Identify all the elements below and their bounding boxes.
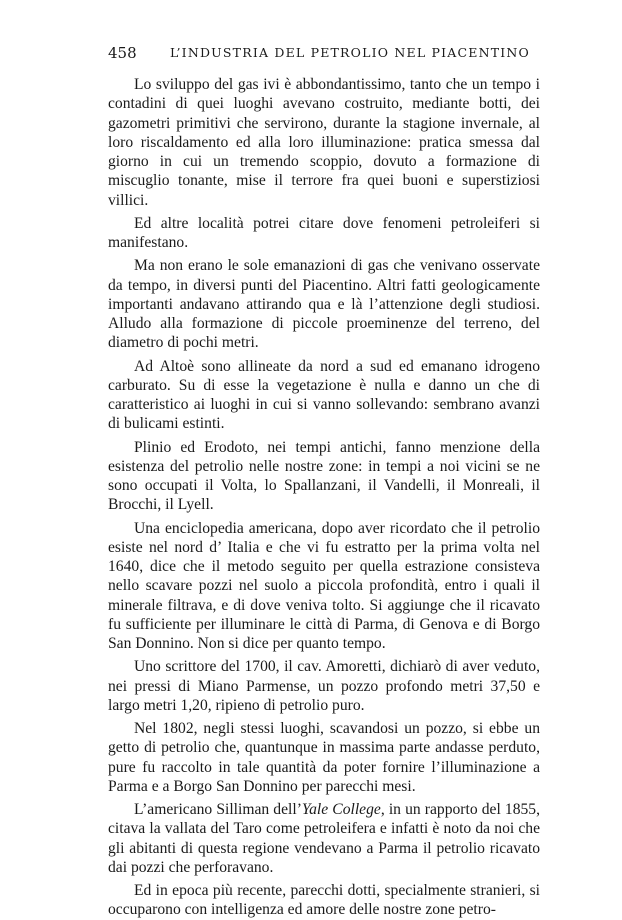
paragraph: Nel 1802, negli stessi luoghi, scavandosi un pozzo, si ebbe un getto di petrolio che, quantunque in massima parte andasse perduto, pure fu raccolto in tale quantità da poter fornire l’illuminazione a Parma e a Borgo San Donnino per parecchi mesi. — [108, 720, 540, 795]
page-header — [108, 44, 540, 66]
text-segment: L’americano Silliman dell’ — [134, 801, 302, 818]
paragraph: Ad Altoè sono allineate da nord a sud ed emanano idrogeno carburato. Su di esse la vegetazione è nulla e danno un che di caratteristico ai luoghi in cui si vanno sollevando: sembrano avanzi di bulicami estinti. — [108, 357, 540, 433]
text-segment: , in un rapporto del 1855, citava la vallata del Taro come petroleifera e infatti è noto da noi che gli abitanti di questa regione vendevano a Parma il petrolio ricavato dai pozzi che perforavano. — [108, 801, 540, 876]
paragraph: Ed altre località potrei citare dove fenomeni petroleiferi si manifestano. — [108, 214, 540, 251]
paragraph: Una enciclopedia americana, dopo aver ricordato che il petrolio esiste nel nord d’ Italia e che vi fu estratto per la prima volta nel 1640, dice che il metodo seguito per quella estrazione consisteva nello scavare pozzi nel suolo a piccola profondità, entro i quali il minerale filtrava, e di dove veniva tolto. Si aggiunge che il ricavato fu sufficiente per illuminare le città di Parma, di Genova e di Borgo San Donnino. Non si dice per quanto tempo. — [108, 519, 540, 652]
body-text — [108, 75, 540, 920]
paragraph: Ma non erano le sole emanazioni di gas che venivano osservate da tempo, in diversi punti del Piacentino. Altri fatti geologicamente importanti andavano attirando qua e là l’attenzione degli studiosi. Alludo alla formazione di piccole proeminenze del terreno, del diametro di pochi metri. — [108, 257, 540, 352]
paragraph: Uno scrittore del 1700, il cav. Amoretti, dichiarò di aver veduto, nei pressi di Miano Parmense, un pozzo profondo metri 37,50 e largo metri 1,20, ripieno di petrolio puro. — [108, 658, 540, 714]
paragraph: Lo sviluppo del gas ivi è abbondantissimo, tanto che un tempo i contadini di quei luoghi avevano costruito, mediante botti, dei gazometri primitivi che servirono, durante la stagione invernale, al loro riscaldamento ed alla loro illuminazione: pratica smessa dal giorno in cui un tremendo scoppio, dovuto a formazione di miscuglio tonante, mise il terrore fra quei buoni e superstiziosi villici. — [108, 76, 540, 209]
page-number: 458 — [108, 44, 137, 62]
running-title: L’INDUSTRIA DEL PETROLIO NEL PIACENTINO — [170, 45, 530, 60]
paragraph: Plinio ed Erodoto, nei tempi antichi, fanno menzione della esistenza del petrolio nelle nostre zone: in tempi a noi vicini se ne sono occupati il Volta, lo Spallanzani, il Vandelli, il Monreali, il Brocchi, il Lyell. — [108, 438, 540, 514]
paragraph-last: Ed in epoca più recente, parecchi dotti, specialmente stranieri, si occuparono con intelligenza ed amore delle nostre zone petro- — [108, 882, 540, 919]
paragraph-silliman — [108, 800, 540, 877]
italic-text: Yale College — [301, 801, 381, 818]
